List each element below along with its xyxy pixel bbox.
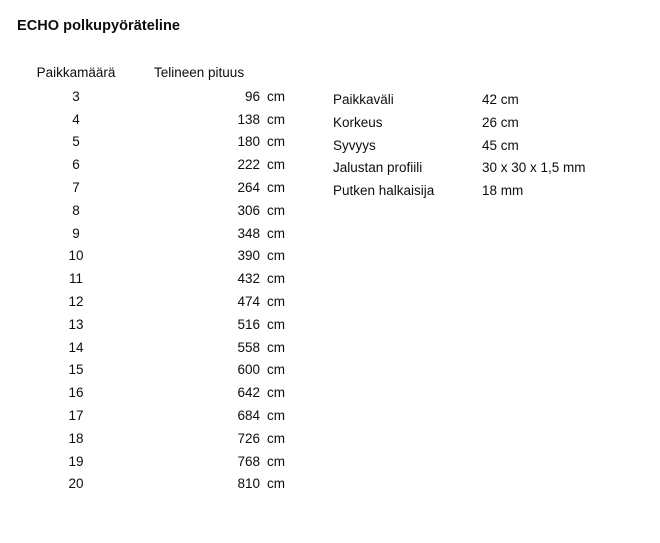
specification-list (333, 89, 586, 203)
cell-count: 16 (68, 385, 84, 401)
cell-unit: cm (267, 430, 285, 446)
cell-count: 7 (72, 179, 80, 195)
specification-value: 45 cm (482, 137, 519, 153)
table-header-row (0, 62, 307, 86)
specification-label: Korkeus (333, 114, 383, 130)
table-row (0, 359, 307, 382)
length-table-body (0, 86, 307, 496)
cell-unit: cm (267, 476, 285, 492)
cell-unit: cm (267, 111, 285, 127)
cell-unit: cm (267, 339, 285, 355)
cell-count: 13 (68, 316, 84, 332)
cell-count: 17 (68, 407, 84, 423)
column-header-count: Paikkamäärä (36, 65, 116, 80)
table-row (0, 337, 307, 360)
cell-count: 3 (72, 88, 80, 104)
table-row (0, 291, 307, 314)
specification-list-body (333, 89, 586, 203)
specification-value: 18 mm (482, 183, 524, 199)
cell-length: 180 (237, 134, 260, 150)
cell-unit: cm (267, 225, 285, 241)
table-row (0, 451, 307, 474)
column-header-unit (260, 62, 307, 86)
cell-length: 390 (237, 248, 260, 264)
cell-length: 474 (237, 293, 260, 309)
table-row (0, 177, 307, 200)
cell-unit: cm (267, 179, 285, 195)
cell-unit: cm (267, 271, 285, 287)
table-row (0, 428, 307, 451)
cell-unit: cm (267, 134, 285, 150)
cell-length: 768 (237, 453, 260, 469)
specification-value: 30 x 30 x 1,5 mm (482, 160, 586, 176)
cell-count: 19 (68, 453, 84, 469)
cell-length: 642 (237, 385, 260, 401)
table-row (0, 268, 307, 291)
length-table (0, 62, 307, 496)
cell-count: 9 (72, 225, 80, 241)
specification-row (333, 157, 586, 180)
table-row (0, 473, 307, 496)
cell-unit: cm (267, 362, 285, 378)
cell-count: 5 (72, 134, 80, 150)
cell-count: 6 (72, 157, 80, 173)
cell-count: 18 (68, 430, 84, 446)
table-row (0, 109, 307, 132)
specification-label: Syvyys (333, 137, 376, 153)
cell-count: 10 (68, 248, 84, 264)
cell-length: 222 (237, 157, 260, 173)
cell-unit: cm (267, 407, 285, 423)
table-row (0, 314, 307, 337)
table-row (0, 382, 307, 405)
cell-count: 12 (68, 293, 84, 309)
cell-length: 810 (237, 476, 260, 492)
cell-length: 306 (237, 202, 260, 218)
table-row (0, 405, 307, 428)
specification-row (333, 135, 586, 158)
cell-unit: cm (267, 202, 285, 218)
cell-count: 11 (68, 271, 83, 287)
page-title: ECHO polkupyöräteline (17, 18, 180, 34)
cell-length: 264 (237, 179, 260, 195)
cell-length: 726 (237, 430, 260, 446)
cell-unit: cm (267, 293, 285, 309)
specification-label: Putken halkaisija (333, 183, 435, 199)
specification-label: Jalustan profiili (333, 160, 423, 176)
table-row (0, 200, 307, 223)
cell-length: 684 (237, 407, 260, 423)
specification-value: 26 cm (482, 114, 519, 130)
length-table-header (0, 62, 307, 86)
cell-count: 14 (68, 339, 84, 355)
table-row (0, 154, 307, 177)
cell-unit: cm (267, 385, 285, 401)
table-row (0, 131, 307, 154)
cell-unit: cm (267, 316, 285, 332)
specification-row (333, 89, 586, 112)
table-row (0, 223, 307, 246)
specification-row (333, 112, 586, 135)
cell-count: 4 (72, 111, 80, 127)
cell-length: 600 (237, 362, 260, 378)
cell-length: 432 (237, 271, 260, 287)
cell-length: 348 (237, 225, 260, 241)
specification-value: 42 cm (482, 92, 519, 107)
cell-unit: cm (267, 453, 285, 469)
cell-length: 516 (237, 316, 260, 332)
cell-length: 138 (237, 111, 260, 127)
specification-row (333, 180, 586, 203)
cell-unit: cm (267, 157, 285, 173)
cell-length: 96 (244, 88, 260, 104)
table-row (0, 245, 307, 268)
cell-unit: cm (267, 88, 285, 104)
cell-count: 8 (72, 202, 80, 218)
cell-unit: cm (267, 248, 285, 264)
cell-length: 558 (237, 339, 260, 355)
table-row (0, 86, 307, 109)
specification-label: Paikkaväli (333, 92, 394, 107)
column-header-length: Telineen pituus (154, 65, 245, 80)
cell-count: 20 (68, 476, 84, 492)
cell-count: 15 (68, 362, 84, 378)
